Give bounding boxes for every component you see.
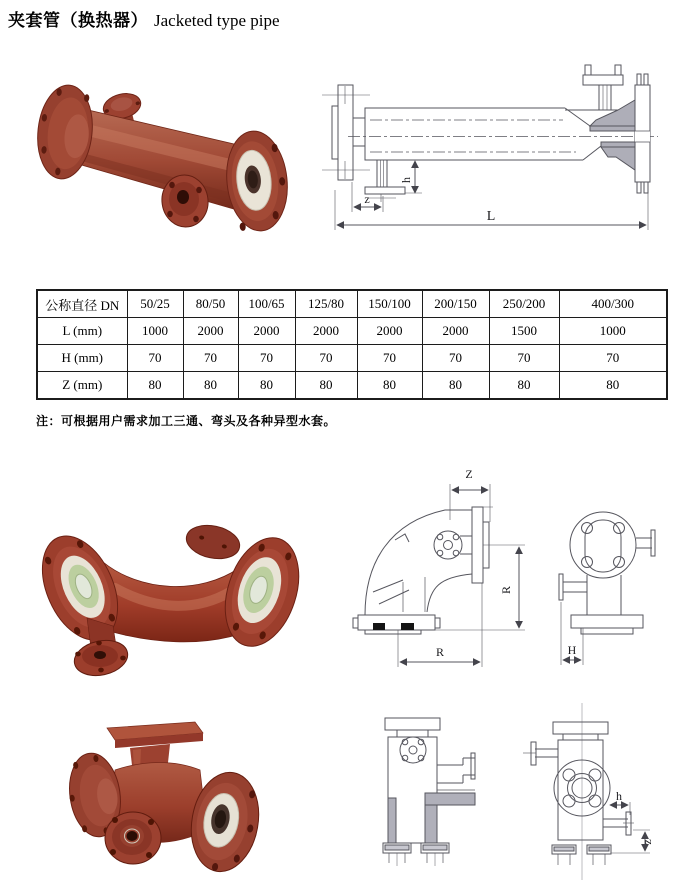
elbow-top-view (559, 512, 655, 665)
top-nozzle-section (583, 65, 623, 110)
page-title-zh: 夹套管（换热器） (8, 11, 148, 30)
table-cell: 70 (422, 345, 489, 372)
dim-label-elbow-h: H (567, 643, 577, 657)
table-cell: 2000 (238, 318, 295, 345)
table-col-header: 250/200 (489, 290, 559, 318)
table-cell: 80 (295, 372, 357, 400)
dim-label-elbow-r-horiz: R (435, 645, 445, 659)
spec-table (36, 289, 668, 400)
tee-side-view (383, 718, 475, 866)
table-cell: 70 (559, 345, 667, 372)
table-row-label: L (mm) (37, 318, 127, 345)
dim-label-z: z (364, 192, 370, 206)
page-title-en: Jacketed type pipe (154, 11, 280, 30)
dim-label-tee-h: h (616, 789, 622, 803)
elbow-back-flange (183, 521, 242, 564)
table-cell: 70 (238, 345, 295, 372)
tee-front-nozzle (105, 812, 161, 864)
note-text: 注：可根据用户需求加工三通、弯头及各种异型水套。 (36, 414, 337, 428)
table-cell: 80 (559, 372, 667, 400)
dim-label-elbow-r-vert: R (499, 585, 513, 595)
photo-elbow (25, 500, 325, 700)
elbow-side-view (353, 467, 525, 667)
table-cell: 70 (127, 345, 183, 372)
dim-tee-z (611, 830, 654, 853)
table-corner-header: 公称直径 DN (37, 290, 127, 318)
dim-l (335, 190, 648, 230)
drawing-tee (375, 695, 700, 894)
table-row (37, 318, 667, 345)
table-header-row (37, 290, 667, 318)
table-cell: 80 (183, 372, 238, 400)
dim-label-l: L (486, 209, 496, 224)
drawing-straight-pipe (318, 62, 663, 247)
table-col-header: 150/100 (357, 290, 422, 318)
table-cell: 1500 (489, 318, 559, 345)
table-col-header: 100/65 (238, 290, 295, 318)
table-col-header: 80/50 (183, 290, 238, 318)
dim-label-h: h (399, 177, 413, 183)
table-cell: 80 (238, 372, 295, 400)
table-row-label: H (mm) (37, 345, 127, 372)
table-col-header: 400/300 (559, 290, 667, 318)
table-cell: 2000 (183, 318, 238, 345)
table-cell: 1000 (127, 318, 183, 345)
drawing-elbow (345, 462, 700, 687)
dim-label-tee-z: z (640, 839, 654, 845)
photo-tee (55, 700, 335, 890)
table-row (37, 345, 667, 372)
table-col-header: 125/80 (295, 290, 357, 318)
dim-tee-h (610, 789, 630, 815)
dim-label-elbow-z: Z (465, 467, 473, 481)
tee-front-view (523, 703, 654, 880)
table-row (37, 372, 667, 400)
table-row-label: Z (mm) (37, 372, 127, 400)
table-cell: 1000 (559, 318, 667, 345)
table-cell: 70 (295, 345, 357, 372)
table-col-header: 50/25 (127, 290, 183, 318)
table-col-header: 200/150 (422, 290, 489, 318)
pipe-body (71, 106, 251, 214)
table-cell: 80 (127, 372, 183, 400)
left-flange-section (322, 85, 370, 180)
table-cell: 80 (422, 372, 489, 400)
table-cell: 70 (489, 345, 559, 372)
table-cell: 80 (489, 372, 559, 400)
photo-straight-pipe (35, 80, 290, 235)
table-cell: 70 (357, 345, 422, 372)
table-cell: 70 (183, 345, 238, 372)
page-title (8, 6, 280, 31)
table-cell: 80 (357, 372, 422, 400)
dim-elbow-h (561, 602, 583, 665)
table-cell: 2000 (295, 318, 357, 345)
dim-elbow-r-vert (435, 545, 525, 630)
table-cell: 2000 (422, 318, 489, 345)
table-cell: 2000 (357, 318, 422, 345)
